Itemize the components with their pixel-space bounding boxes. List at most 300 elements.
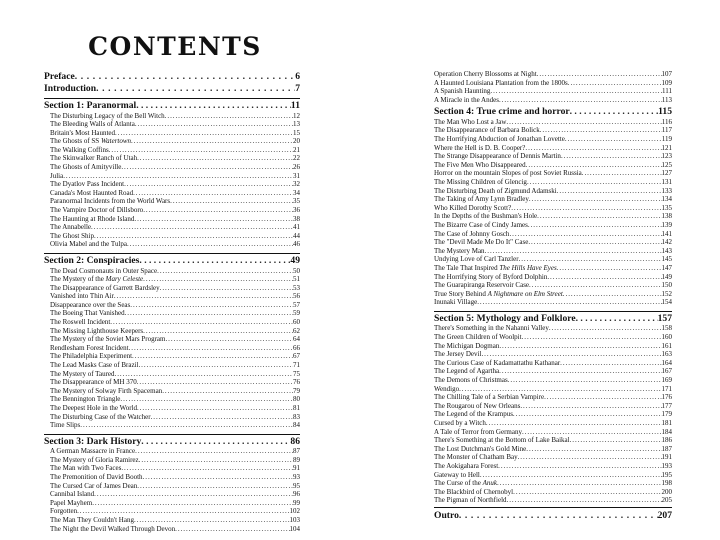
toc-entry-label: The Mystery of the Soviet Mars Program [50, 335, 166, 344]
toc-entry[interactable] [434, 385, 672, 394]
dot-leader [115, 129, 293, 138]
dot-leader [570, 106, 659, 118]
toc-entry-page: 50 [293, 266, 300, 275]
dot-leader [151, 413, 293, 422]
dot-leader [137, 154, 293, 163]
toc-entry-label: The Disturbing Death of Zigmund Adamski [434, 186, 557, 195]
toc-entry-label: In the Depths of the Bushman's Hole [434, 212, 538, 221]
dot-leader [481, 350, 661, 359]
toc-entry[interactable] [434, 178, 672, 187]
dot-leader [135, 447, 293, 456]
toc-entry[interactable] [44, 154, 300, 163]
toc-entry-label: The Case of Johnny Gosch [434, 229, 510, 238]
toc-entry-page: 11 [290, 100, 300, 111]
dot-leader [547, 273, 661, 282]
toc-entry-label: The Monster of Chatham Bay [434, 453, 518, 462]
toc-entry-page: 141 [661, 229, 672, 238]
toc-entry[interactable] [434, 195, 672, 204]
toc-entry-page: 53 [293, 283, 300, 292]
toc-entry[interactable] [434, 247, 672, 256]
dot-leader [486, 419, 662, 428]
toc-entry-label: The Premonition of David Booth [50, 473, 143, 482]
toc-entry[interactable] [434, 126, 672, 135]
toc-entry[interactable] [44, 387, 300, 396]
toc-entry-label: The Roswell Incident [50, 318, 111, 327]
toc-entry-page: 161 [661, 341, 672, 350]
toc-entry-label: The Missing Children of Glencig [434, 178, 527, 187]
dot-leader [143, 275, 293, 284]
toc-entry[interactable] [44, 499, 300, 508]
toc-entry[interactable] [434, 393, 672, 402]
dot-leader [131, 137, 293, 146]
toc-entry-page: 96 [293, 490, 300, 499]
dot-leader [557, 264, 662, 273]
dot-leader [141, 436, 290, 448]
dot-leader [490, 87, 662, 96]
toc-entry-page: 6 [295, 71, 300, 82]
toc-entry-label: The Mystery of Solway Firth Spaceman [50, 386, 163, 395]
toc-entry[interactable] [44, 120, 300, 129]
toc-entry[interactable] [44, 421, 300, 430]
toc-entry-page: 169 [661, 376, 672, 384]
toc-entry-page: 113 [661, 95, 672, 104]
toc-entry[interactable] [44, 223, 300, 232]
dot-leader [499, 96, 662, 105]
toc-entry-page: 198 [661, 479, 672, 488]
toc-entry-label: The Demons of Christmas [434, 376, 508, 384]
toc-entry-label: A German Massacre in France [50, 447, 136, 456]
toc-entry[interactable] [434, 350, 672, 359]
toc-entry-label: Cursed by a Witch [434, 418, 486, 427]
dot-leader [498, 462, 661, 471]
toc-entry-page: 149 [661, 272, 672, 281]
toc-entry[interactable] [434, 298, 672, 307]
toc-entry[interactable] [44, 327, 300, 336]
toc-entry[interactable] [434, 471, 672, 480]
toc-entry-page: 158 [661, 324, 672, 333]
toc-entry[interactable] [434, 70, 672, 79]
dot-leader [143, 473, 293, 482]
toc-entry-label: The Lost Dutchman's Gold Mine [434, 444, 527, 453]
toc-entry-label: The Vampire Doctor of Dillsboro [50, 206, 144, 215]
toc-entry-label: The Green Children of Woolpit [434, 333, 522, 342]
toc-entry-label: The Horrifying Abduction of Jonathan Lovette [434, 135, 565, 144]
toc-entry-page: 76 [293, 378, 300, 387]
toc-entry[interactable] [434, 238, 672, 247]
toc-entry[interactable] [44, 413, 300, 422]
toc-entry-label: The Legend of Agartha [434, 367, 500, 376]
toc-entry[interactable] [44, 180, 300, 189]
toc-entry[interactable] [44, 456, 300, 465]
toc-section-heading[interactable] [44, 434, 300, 448]
toc-entry-label: The Aokigahara Forest [434, 461, 499, 470]
toc-entry-label: The Five Men Who Disappeared [434, 160, 526, 169]
dot-leader [582, 169, 662, 178]
dot-leader [506, 118, 661, 127]
dot-leader [129, 344, 293, 353]
toc-entry-introduction[interactable] [44, 83, 300, 95]
toc-entry[interactable] [44, 395, 300, 404]
toc-entry-label: The Disturbing Legacy of the Bell Witch [50, 111, 165, 120]
toc-entry-page: 177 [661, 401, 672, 410]
toc-entry[interactable] [434, 144, 672, 153]
toc-entry-page: 138 [661, 212, 672, 221]
toc-entry[interactable] [44, 215, 300, 224]
toc-entry-page: 84 [293, 421, 300, 430]
toc-entry[interactable] [434, 367, 672, 376]
toc-entry[interactable] [434, 161, 672, 170]
toc-entry-page: 38 [293, 214, 300, 223]
toc-left-sections [44, 98, 300, 533]
toc-entry-label: The Disappearance of Barbara Bolick [434, 126, 540, 135]
toc-entry[interactable] [44, 163, 300, 172]
toc-entry[interactable] [434, 187, 672, 196]
toc-entry[interactable] [44, 404, 300, 413]
toc-entry-label: There's Something at the Bottom of Lake Baikal [434, 436, 570, 445]
toc-entry-page: 152 [661, 289, 672, 298]
toc-entry-label: Outro [434, 509, 459, 521]
toc-entry-label: The Ghosts of Amityville [50, 163, 122, 172]
toc-entry-label: Horror on the mountain Slopes of post Soviet Russia [434, 169, 582, 178]
toc-entry-label: The Pigman of Northfield [434, 496, 507, 505]
dot-leader [75, 71, 295, 83]
toc-entry-label: Forgotten [50, 507, 78, 516]
toc-entry[interactable] [44, 344, 300, 353]
toc-entry[interactable] [44, 473, 300, 482]
dot-leader [114, 292, 293, 301]
toc-entry-page: 200 [661, 487, 672, 496]
dot-leader [570, 436, 662, 445]
toc-entry[interactable] [434, 96, 672, 105]
toc-entry[interactable] [434, 496, 672, 505]
dot-leader [162, 387, 293, 396]
toc-entry[interactable] [44, 361, 300, 370]
toc-entry[interactable] [434, 273, 672, 282]
toc-entry-page: 171 [661, 384, 672, 393]
toc-entry-page: 116 [661, 117, 672, 126]
toc-section-heading[interactable] [44, 98, 300, 112]
toc-entry[interactable] [44, 447, 300, 456]
dot-leader [528, 238, 661, 247]
toc-entry-label: The Night the Devil Walked Through Devon [50, 524, 176, 533]
toc-entry[interactable] [44, 490, 300, 499]
toc-entry-page: 26 [293, 163, 300, 172]
toc-entry-page: 121 [661, 143, 672, 152]
dot-leader [160, 284, 293, 293]
toc-entry[interactable] [44, 172, 300, 181]
toc-entry-label: The Dead Cosmonauts in Outer Space [50, 266, 158, 275]
toc-entry[interactable] [434, 488, 672, 497]
toc-entry-label: Time Slips [50, 421, 81, 430]
dot-leader [165, 112, 293, 121]
toc-entry[interactable] [44, 525, 300, 534]
toc-entry[interactable] [44, 232, 300, 241]
toc-entry-page: 7 [295, 82, 300, 94]
toc-entry-outro[interactable] [434, 507, 672, 522]
dot-leader [125, 309, 293, 318]
toc-entry[interactable] [44, 197, 300, 206]
toc-entry-page: 95 [293, 481, 300, 490]
toc-entry[interactable] [44, 370, 300, 379]
toc-entry-page: 91 [293, 464, 300, 473]
toc-entry[interactable] [44, 267, 300, 276]
toc-entry-page: 60 [293, 318, 300, 327]
toc-entry-page: 147 [661, 263, 672, 272]
toc-entry[interactable] [434, 445, 672, 454]
toc-entry-label: The Disappearance of Garrett Bardsley [50, 283, 160, 292]
dot-leader [120, 395, 293, 404]
toc-entry-page: 143 [661, 246, 672, 255]
toc-entry-page: 49 [290, 255, 300, 266]
dot-leader [139, 255, 290, 267]
toc-entry[interactable] [44, 292, 300, 301]
dot-leader [529, 195, 662, 204]
dot-leader [561, 152, 662, 161]
toc-entry[interactable] [434, 212, 672, 221]
toc-entry-page: 109 [661, 78, 672, 87]
dot-leader [157, 267, 293, 276]
toc-entry-page: 127 [661, 169, 672, 178]
toc-entry-label: Section 1: Paranormal [44, 100, 137, 111]
toc-entry[interactable] [434, 255, 672, 264]
dot-leader [138, 361, 293, 370]
dot-leader [94, 232, 293, 241]
toc-entry[interactable] [44, 516, 300, 525]
toc-entry[interactable] [434, 135, 672, 144]
toc-entry-page: 36 [293, 206, 300, 215]
toc-entry[interactable] [434, 264, 672, 273]
dot-leader [170, 197, 293, 206]
dot-leader [560, 359, 661, 368]
toc-entry-page: 125 [661, 160, 672, 169]
toc-entry[interactable] [44, 335, 300, 344]
toc-entry-page: 184 [661, 427, 672, 436]
toc-entry-label: Introduction [44, 82, 97, 94]
toc-entry[interactable] [434, 79, 672, 88]
toc-entry-page: 31 [293, 171, 300, 180]
dot-leader [459, 385, 661, 394]
toc-entry[interactable] [434, 419, 672, 428]
toc-entry[interactable] [44, 284, 300, 293]
dot-leader [459, 510, 658, 522]
dot-leader [528, 221, 662, 230]
toc-entry[interactable] [44, 318, 300, 327]
toc-entry[interactable] [44, 507, 300, 516]
toc-entry-label: Section 4: True crime and horror [434, 106, 570, 118]
dot-leader [540, 126, 662, 135]
toc-entry-label: The Cursed Car of James Dean [50, 481, 138, 490]
toc-entry-label: The Curse of the Anuk [434, 479, 497, 488]
toc-entry-page: 176 [661, 393, 672, 402]
toc-entry-label: Britain's Most Haunted [50, 128, 116, 137]
toc-entry-page: 187 [661, 444, 672, 453]
toc-entry-page: 157 [657, 312, 672, 324]
toc-entry-page: 179 [661, 410, 672, 419]
toc-entry-page: 191 [661, 453, 672, 462]
toc-entry-label: The Rougarou of New Orleans [434, 401, 521, 410]
toc-entry[interactable] [434, 152, 672, 161]
page-title: CONTENTS [88, 32, 262, 61]
toc-entry-label: The Guarapiranga Reservoir Case [434, 281, 530, 290]
toc-entry-page: 86 [290, 435, 300, 447]
dot-leader [537, 70, 662, 79]
toc-entry-label: The Mystery of Gloria Ramirez [50, 455, 139, 464]
toc-right-column [434, 70, 672, 521]
toc-entry-page: 205 [661, 496, 672, 505]
toc-entry-label: The Walking Coffins [50, 145, 109, 154]
toc-entry-page: 13 [293, 120, 300, 129]
toc-entry-page: 57 [293, 300, 300, 309]
dot-leader [143, 206, 293, 215]
toc-entry-label: The Jersey Devil [434, 350, 482, 359]
dot-leader [135, 120, 293, 129]
dot-leader [137, 404, 293, 413]
toc-entry-page: 71 [293, 361, 300, 370]
toc-entry[interactable] [434, 87, 672, 96]
dot-leader [175, 525, 289, 534]
toc-entry-page: 160 [661, 333, 672, 342]
dot-leader [80, 421, 293, 430]
dot-leader [121, 464, 293, 473]
dot-leader [499, 342, 661, 351]
toc-entry-page: 93 [293, 473, 300, 482]
toc-section-heading[interactable] [434, 106, 672, 118]
toc-entry-label: Section 2: Conspiracies [44, 255, 140, 266]
toc-entry[interactable] [44, 275, 300, 284]
dot-leader [537, 212, 661, 221]
toc-entry-label: The "Devil Made Me Do It" Case [434, 238, 529, 247]
dot-leader [165, 335, 293, 344]
toc-entry[interactable] [434, 333, 672, 342]
toc-entry[interactable] [434, 410, 672, 419]
toc-entry-page: 154 [661, 298, 672, 307]
toc-entry-page: 167 [661, 367, 672, 376]
dot-leader [526, 161, 662, 170]
dot-leader [480, 471, 662, 480]
toc-entry-page: 107 [661, 70, 672, 78]
toc-entry-label: The Man Who Lost a Jaw [434, 117, 507, 126]
dot-leader [109, 146, 293, 155]
toc-entry-page: 99 [293, 498, 300, 507]
toc-entry-page: 79 [293, 386, 300, 395]
toc-entry[interactable] [44, 378, 300, 387]
toc-entry[interactable] [434, 169, 672, 178]
toc-entry-page: 67 [293, 352, 300, 361]
toc-entry-label: The Dyatlov Pass Incident [50, 180, 125, 189]
toc-entry-label: Julia [50, 171, 64, 180]
toc-entry-page: 56 [293, 292, 300, 301]
toc-entry-label: The Tale That Inspired The Hills Have Eyes [434, 263, 557, 272]
toc-entry[interactable] [434, 290, 672, 299]
toc-entry-page: 81 [293, 404, 300, 412]
toc-entry[interactable] [44, 309, 300, 318]
toc-entry[interactable] [434, 462, 672, 471]
toc-entry[interactable] [44, 137, 300, 146]
toc-left-column [44, 67, 300, 533]
toc-entry[interactable] [44, 464, 300, 473]
toc-entry-page: 66 [293, 343, 300, 352]
toc-entry[interactable] [44, 146, 300, 155]
toc-entry-label: The Lead Masks Case of Brazil [50, 361, 139, 370]
dot-leader [77, 507, 289, 516]
toc-entry[interactable] [44, 206, 300, 215]
toc-section-heading[interactable] [44, 253, 300, 267]
toc-entry[interactable] [434, 281, 672, 290]
toc-entry[interactable] [44, 129, 300, 138]
toc-entry[interactable] [434, 230, 672, 239]
dot-leader [91, 223, 293, 232]
toc-entry-page: 207 [657, 509, 672, 521]
dot-leader [124, 180, 293, 189]
toc-entry[interactable] [434, 479, 672, 488]
toc-entry-label: True Story Behind A Nightmare on Elm Street [434, 289, 563, 298]
dot-leader [549, 324, 662, 333]
toc-entry[interactable] [434, 324, 672, 333]
toc-entry[interactable] [434, 221, 672, 230]
toc-entry[interactable] [434, 204, 672, 213]
toc-entry[interactable] [434, 359, 672, 368]
toc-entry[interactable] [434, 436, 672, 445]
dot-leader [92, 499, 293, 508]
toc-entry[interactable] [434, 402, 672, 411]
dot-leader [563, 290, 662, 299]
toc-entry-label: Wendigo [434, 384, 460, 393]
toc-entry-page: 102 [289, 507, 300, 516]
dot-leader [127, 240, 293, 249]
toc-entry[interactable] [44, 112, 300, 121]
toc-entry-page: 131 [661, 178, 672, 187]
toc-entry[interactable] [434, 453, 672, 462]
dot-leader [526, 445, 661, 454]
toc-entry[interactable] [44, 352, 300, 361]
dot-leader [139, 456, 293, 465]
dot-leader [522, 428, 662, 437]
toc-entry-page: 181 [661, 418, 672, 427]
toc-entry-label: The Taking of Amy Lynn Bradley [434, 195, 529, 204]
toc-entry-preface[interactable] [44, 71, 300, 83]
toc-entry[interactable] [44, 189, 300, 198]
toc-entry[interactable] [434, 428, 672, 437]
toc-entry-label: Inunaki Village [434, 298, 478, 307]
toc-entry-page: 123 [661, 152, 672, 161]
toc-entry-label: The Disturbing Case of the Watcher [50, 412, 151, 421]
toc-entry[interactable] [44, 301, 300, 310]
dot-leader [137, 378, 293, 387]
dot-leader [134, 516, 290, 525]
toc-entry-label: The Ghosts of SS Watertown [50, 137, 132, 146]
toc-section-heading[interactable] [434, 311, 672, 325]
toc-entry-label: The Legend of the Krampus [434, 410, 513, 419]
toc-entry[interactable] [434, 118, 672, 127]
toc-entry-label: The Philadelphia Experiment [50, 352, 133, 361]
dot-leader [137, 482, 293, 491]
toc-entry-page: 103 [289, 516, 300, 525]
toc-entry[interactable] [44, 482, 300, 491]
toc-entry-label: The Haunting at Rhode Island [50, 214, 135, 223]
dot-leader [132, 352, 293, 361]
toc-entry-page: 64 [293, 335, 300, 344]
dot-leader [485, 247, 662, 256]
toc-entry-page: 21 [293, 145, 300, 154]
toc-entry-page: 80 [293, 395, 300, 404]
dot-leader [513, 410, 662, 419]
toc-entry[interactable] [434, 376, 672, 385]
toc-entry[interactable] [44, 240, 300, 249]
toc-entry[interactable] [434, 342, 672, 351]
toc-entry-label: Where the Hell is D. B. Cooper? [434, 143, 526, 152]
toc-entry-page: 35 [293, 197, 300, 206]
toc-entry-label: Gateway to Hell [434, 470, 480, 479]
